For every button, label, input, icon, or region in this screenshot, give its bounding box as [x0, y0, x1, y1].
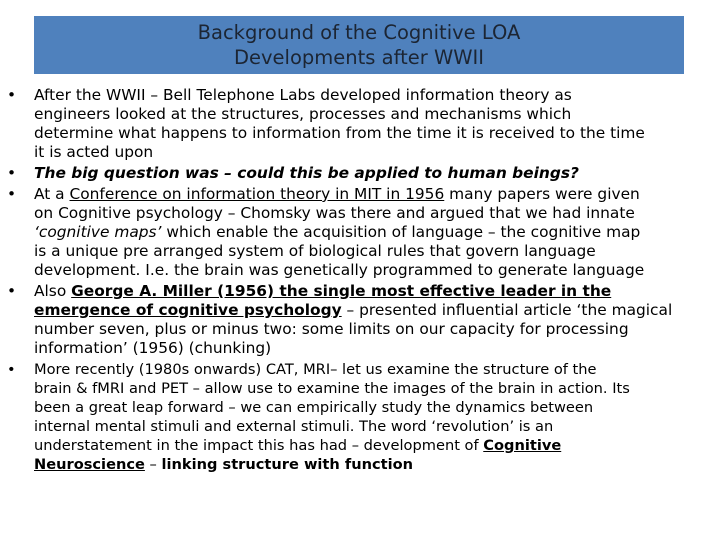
- bullet-wwii-information-theory: [0, 86, 708, 162]
- bullet4-text: – presented influential article ‘the magical: [341, 301, 673, 319]
- bullet5-line-3: been a great leap forward – we can empirically study the dynamics between: [34, 399, 594, 416]
- bullet5-line-1: • More recently (1980s onwards) CAT, MRI– let us examine the structure of the: [34, 361, 597, 378]
- title-line-2: Developments after WWII: [233, 46, 485, 69]
- bullet4-text: Also: [34, 282, 72, 300]
- bullet1-line: it is acted upon: [34, 143, 154, 161]
- bullet3-line-4: is a unique pre arranged system of biological rules that govern language: [34, 242, 596, 260]
- emergence-bold: emergence of cognitive psychology: [34, 301, 342, 319]
- bullet2-text: • The big question was – could this be applied to human beings?: [34, 164, 579, 182]
- bullet4-line-2: [34, 301, 708, 320]
- title-line-1: Background of the Cognitive LOA: [197, 21, 521, 44]
- bullet1-line: determine what happens to information from the time it is received to the time: [34, 124, 645, 142]
- bullet4-line-3: number seven, plus or minus two: some limits on our capacity for processing: [34, 320, 629, 338]
- bullet3-line-2: on Cognitive psychology – Chomsky was there and argued that we had innate: [34, 204, 635, 222]
- mit-conference-underlined: Conference on information theory in MIT in 1956: [69, 185, 445, 203]
- linking-structure-bold: linking structure with function: [161, 456, 414, 473]
- bullet-list: [0, 86, 708, 476]
- neuroscience-bold: Neuroscience: [34, 456, 145, 473]
- cognitive-maps-italic: ‘cognitive maps’: [34, 223, 162, 241]
- bullet5-line-2: brain & fMRI and PET – allow use to examine the images of the brain in action. Its: [34, 380, 630, 397]
- slide-title: [34, 16, 684, 74]
- bullet5-text: understatement in the impact this has had – development of: [34, 437, 484, 454]
- george-miller-bold: George A. Miller (1956) the single most effective leader in the: [71, 282, 612, 300]
- bullet4-line-1: [34, 282, 708, 301]
- bullet-mit-conference: [0, 185, 708, 280]
- bullet3-line-5: development. I.e. the brain was genetically programmed to generate language: [34, 261, 645, 279]
- bullet5-line-4: internal mental stimuli and external stimuli. The word ‘revolution’ is an: [34, 418, 554, 435]
- bullet3-text: which enable the acquisition of language – the cognitive map: [161, 223, 641, 241]
- bullet1-line: engineers looked at the structures, processes and mechanisms which: [34, 105, 572, 123]
- bullet3-line-1: [34, 185, 708, 204]
- bullet3-line-3: [34, 223, 708, 242]
- bullet5-text: –: [144, 456, 162, 473]
- bullet3-text: At a: [34, 185, 70, 203]
- bullet3-text: many papers were given: [444, 185, 640, 203]
- bullet5-line-5: [34, 436, 708, 455]
- cognitive-bold: Cognitive: [483, 437, 562, 454]
- bullet-big-question: [0, 164, 708, 183]
- bullet1-line: • After the WWII – Bell Telephone Labs developed information theory as: [34, 86, 572, 104]
- bullet4-line-4: information’ (1956) (chunking): [34, 339, 272, 357]
- bullet5-line-6: [34, 455, 708, 474]
- bullet-george-miller: [0, 282, 708, 358]
- bullet-recent-imaging: [0, 360, 708, 474]
